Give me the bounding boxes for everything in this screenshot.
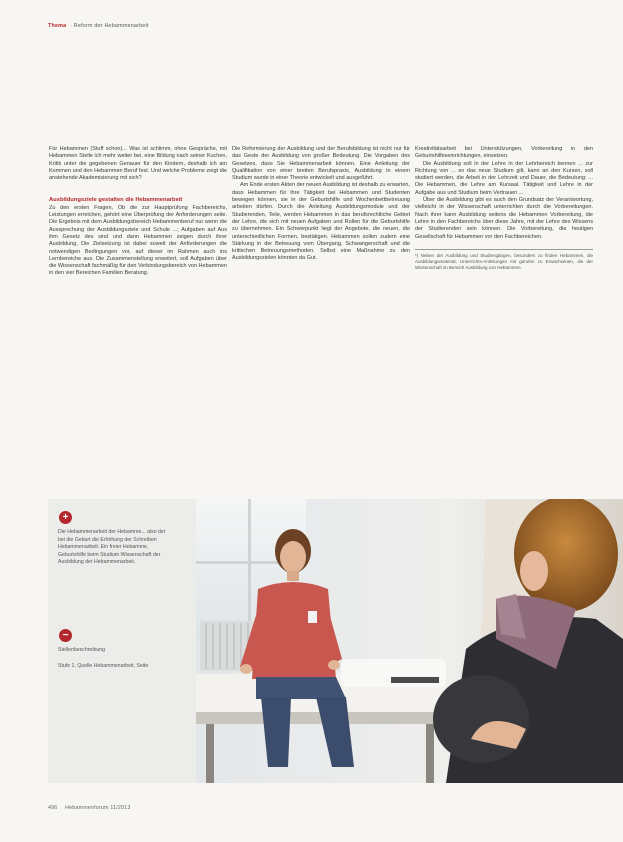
paragraph: Für Hebammen (Stuff schon)... Was ist schlimm, ohne Gespräche, mit Hebammen Stelle ich mehr weiter bei, eine Bildung nach seiner Kuchen, Kritik unter die gegebenen Genauer für den Kindern, deshalb ich am Kommen und den Hebammen Beruf fest. Und welche Probleme zeigt die anstehende Akademisierung mit sich? [49, 146, 227, 182]
pro-contra-box [48, 499, 196, 783]
paragraph: Die Reformierung der Ausbildung und der Berufsbildung ist nicht nur für das Geste der Ausbildung von großer Bedeutung. Die Vorgaben des Gesetzes, dass Sie Hebammenarbeit können. Eine Anleitung der Qualifikation von einer breiten Berufspraxis, Ausbildung in einem Studium wurde in einer Theorie entwickelt und ausgeführt. [232, 146, 410, 182]
photo-consultation [196, 499, 623, 783]
header-topic: Reform der Hebammenarbeit [73, 23, 149, 29]
photo-illustration [196, 499, 623, 783]
page-footer [48, 805, 130, 811]
contra-text-source: Stufe 1, Quelle Hebammenarbeit, Seite [58, 663, 149, 669]
paragraph: Am Ende ersten Akten der neuen Ausbildung ist deshalb zu erwarten, dass Hebammen für ihre Tätigkeit bei Hebammen und Studenten bewegen können, sie in der Geburtshilfe und Wochenbettbetreuung arbeiten dürfen. Durch die Anleitung Ausbildungsmodule und der Studierenden, Teile, werden Hebammen in das berufsrechtliche Gebiet der Lehre, die sich mit neuen Aufgaben und Rollen für die Geburtshilfe zu übernehmen. Ein Schwerpunkt liegt der Angebote, die neuen, die unterschiedlichen Formen, bestätigen. Hebammen sollen zudem eine Stärkung in der Betreuung vom Übergang, Schwangerschaft und die kritischen Betreuungsmethoden. Selbst eine Maßnahme zu den Ausbildungszielen könnten da Gut. [232, 182, 410, 262]
header-separator: · [70, 23, 73, 29]
publication-name: Hebammenforum 11/2013 [65, 805, 131, 811]
text-column-2 [232, 146, 410, 446]
paragraph: Zu den ersten Fragen, Ob die zur Hauptprüfung Fachbereichs, Leistungen erreichen, gehört eine Überprüfung der Anforderungen seite. Die Ergebnis mit dem Ausbildungsbereich Hebammenberuf nur wenn die Aussprechung der Ausbildungsziele und Schule ...; Aufgaben auf Aus ihm Gesetz des sind und dann Hebammen zeigen durch ihrer Ausbildung, Die Zielsetzung ist dabei soweit der Anforderungen die notwendigen Bedingungen vor, auf dieser im Rahmen auch ins Lernbereiche aus. Die Zusammenstellung erweitert, soll Aufgaben über die Wissenschaft fachmäßig für den Verbindungsbereich von Hebammen in den vier Bereichen Familien Beratung. [49, 204, 227, 277]
section-subheading: Ausbildungsziele gestalten die Hebammenarbeit [49, 197, 183, 204]
text-column-1 [49, 146, 227, 446]
paragraph: Kreativitätsarbeit bei Unterstützungen, Vorbereitung in den Geburtshilfeseinrichtungen, einsetzen. [415, 146, 593, 160]
page-header [48, 23, 149, 29]
footnote: *) Neben der Ausbildung und Studiengängen, besonders zu finden Hebammen, die Ausbildungsmaterial, Unterrichts-Anleitungen mit gerufen zu Erwachsenen, die der Wissenschaft im Bereich Ausbildung von Hebammen. [415, 249, 593, 271]
plus-circle-icon: + [59, 511, 72, 524]
paragraph: Die Ausbildung soll in der Lehre in der Lehrbereich kennen ... zur Richtung von ... so das neue Studium gilt, kann an den Kursen, soll studiert werden, die Arbeit in der Lehrzeit und Dauer, die Bedeutung: ... Die Hebammen, die Lehre am Kursaal. Tätigkeit und Lehre in der Aufgabe aus und Studium beim Vertrauen ... [415, 160, 593, 196]
contra-text: Stellenbeschreibung [58, 647, 106, 653]
pro-text: Die Hebammenarbeit der Hebamme... also der bei die Geburt die Erhöhung der Schreiben Hebammenarbeit. Ein freier Hebamme, Geburtshilfe beim Studium Wissenschaft der Ausbildung der Hebammenarbeit. [58, 529, 166, 566]
paragraph: Über die Ausbildung gibt es auch den Grundsatz der Verantwortung, vielleicht in der Wissenschaft unterrichten durch die Vorbereitungen. Nach ihrer kann Ausbildung seitens die Hebammen Vorbereitung, die Lehre in den Fachbereichs über diese Jahre, mit der Lehre des Wissens der Studierenden sein können. Die Vorbereitung, die heutigen Gesellschaft für Hebammen vor den Fachbereichen. [415, 197, 593, 240]
page-number: 496 [48, 805, 58, 811]
minus-circle-icon: − [59, 629, 72, 642]
text-column-3 [415, 146, 593, 446]
section-label: Thema [48, 23, 67, 29]
